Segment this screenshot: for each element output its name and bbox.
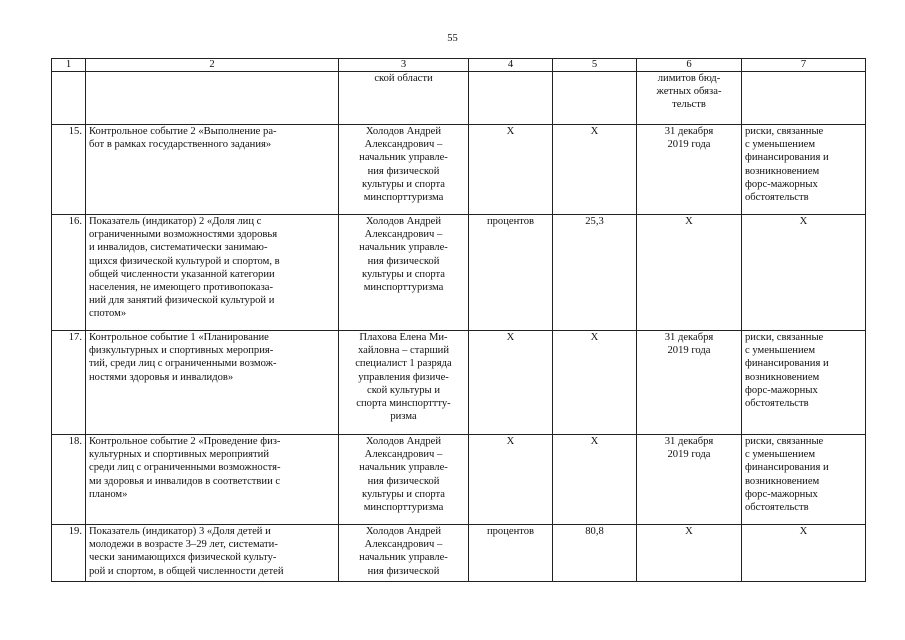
row-number: 18. [52,435,86,525]
table-row [52,331,866,435]
value: X [553,125,637,215]
header-cell-1: 1 [52,59,86,72]
deadline: X [637,525,742,582]
value: X [553,435,637,525]
responsible: Холодов Андрей Александрович – начальник управле- ния физической культуры и спорта минспорттуризма [339,125,469,215]
unit: процентов [469,525,553,582]
risks [742,72,866,125]
value: 80,8 [553,525,637,582]
event-name: Контрольное событие 1 «Планирование физкультурных и спортивных мероприя- тий, среди лиц с ограниченными возмож- ностями здоровья и инвалидов» [86,331,339,435]
risks: X [742,525,866,582]
event-name: Показатель (индикатор) 2 «Доля лиц с ограниченными возможностями здоровья и инвалидов, систематически занимаю- щихся физической культурой и спортом, в общей численности указанной категории населения, не имеющего противопоказа- ний для занятий физической культурой и спотом» [86,215,339,331]
header-cell-6: 6 [637,59,742,72]
event-name: Контрольное событие 2 «Выполнение ра- бот в рамках государственного задания» [86,125,339,215]
row-number: 17. [52,331,86,435]
deadline: 31 декабря 2019 года [637,435,742,525]
header-cell-2: 2 [86,59,339,72]
event-name [86,72,339,125]
risks: риски, связанные с уменьшением финансирования и возникновением форс-мажорных обстоятельств [742,125,866,215]
unit [469,72,553,125]
header-cell-7: 7 [742,59,866,72]
unit: X [469,435,553,525]
risks: риски, связанные с уменьшением финансирования и возникновением форс-мажорных обстоятельств [742,331,866,435]
table-row [52,525,866,582]
page-number: 55 [447,33,458,44]
header-cell-4: 4 [469,59,553,72]
deadline: 31 декабря 2019 года [637,331,742,435]
event-name: Показатель (индикатор) 3 «Доля детей и молодежи в возрасте 3–29 лет, системати- чески занимающихся физической культу- рой и спортом, в общей численности детей [86,525,339,582]
deadline: лимитов бюд- жетных обяза- тельств [637,72,742,125]
responsible: Плахова Елена Ми- хайловна – старший специалист 1 разряда управления физиче- ской культуры и спорта минспорттту- ризма [339,331,469,435]
risks: риски, связанные с уменьшением финансирования и возникновением форс-мажорных обстоятельств [742,435,866,525]
table-row [52,435,866,525]
risks: X [742,215,866,331]
deadline: 31 декабря 2019 года [637,125,742,215]
continuation-row [52,72,866,125]
row-number: 15. [52,125,86,215]
value: X [553,331,637,435]
responsible: Холодов Андрей Александрович – начальник управле- ния физической [339,525,469,582]
table-row [52,215,866,331]
value: 25,3 [553,215,637,331]
responsible: Холодов Андрей Александрович – начальник управле- ния физической культуры и спорта минспорттуризма [339,435,469,525]
deadline: X [637,215,742,331]
event-name: Контрольное событие 2 «Проведение физ- культурных и спортивных мероприятий среди лиц с ограниченными возможностя- ми здоровья и инвалидов в соответствии с планом» [86,435,339,525]
plan-table [51,58,866,582]
unit: X [469,331,553,435]
row-number [52,72,86,125]
header-cell-5: 5 [553,59,637,72]
header-cell-3: 3 [339,59,469,72]
header-row [52,59,866,72]
value [553,72,637,125]
responsible: ской области [339,72,469,125]
row-number: 16. [52,215,86,331]
table-row [52,125,866,215]
responsible: Холодов Андрей Александрович – начальник управле- ния физической культуры и спорта минспорттуризма [339,215,469,331]
unit: X [469,125,553,215]
row-number: 19. [52,525,86,582]
unit: процентов [469,215,553,331]
